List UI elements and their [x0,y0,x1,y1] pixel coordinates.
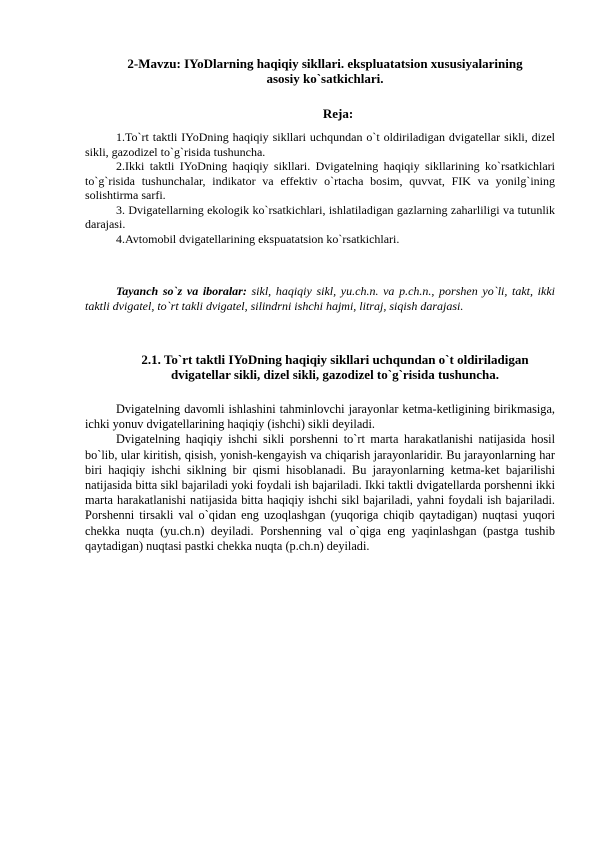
keywords-block [85,284,555,313]
title-line-1: 2-Mavzu: IYoDlarning haqiqiy sikllari. ekspluatatsion xususiyalarining [127,56,523,71]
keywords-text: sikl, haqiqiy sikl, yu.ch.n. va p.ch.n., porshen yo`li, takt, ikki taktli dvigatel, to`rt takli dvigatel, silindrni ishchi hajmi, litraj, siqish darajasi. [85,284,555,313]
plan-item-1: 1.To`rt taktli IYoDning haqiqiy sikllari uchqundan o`t oldiriladigan dvigatellar sikli, dizel sikli, gazodizel to`g`risida tushuncha. [85,130,555,159]
plan-item-3: 3. Dvigatellarning ekologik ko`rsatkichlari, ishlatiladigan gazlarning zaharliligi va tutunlik darajasi. [85,202,555,231]
keywords-label: Tayanch so`z va iboralar: [116,284,247,298]
document-title [60,56,590,86]
body-paragraph-2: Dvigatelning haqiqiy ishchi sikli porshenni to`rt marta harakatlanishi natijasida hosil bo`lib, ular kiritish, qisish, yonish-kengayish va chiqarish jarayonlaridir. Bu jarayonlarning har biri haqiqiy ishchi siklning bir qismi hisoblanadi. Bu jarayonlarning ketma-ket bajarilishi natijasida bitta sikl bajariladi yoki foydali ish bajariladi. Ikki taktli dvigatellarda porshenni ikki marta harakatlanishi natijasida bitta haqiqiy ishchi sikl bajariladi, yahni foydali ish bajariladi. Porshenni tirsakli val o`qidan eng uzoqlashgan (yuqoriga chiqib qaytadigan) nuqtasi yuqori chekka nuqta (yu.ch.n) deyiladi. Porshenning val o`qiga eng yaqinlashgan (pastga tushib qaytadigan) nuqtasi pastki chekka nuqta (p.ch.n) deyiladi. [85,432,555,553]
section-heading-line-1: 2.1. To`rt taktli IYoDning haqiqiy sikllari uchqundan o`t oldiriladigan [141,352,529,367]
body-paragraph-1: Dvigatelning davomli ishlashini tahminlovchi jarayonlar ketma-ketligining birikmasiga, ichki yonuv dvigatellarining haqiqiy (ishchi) sikli deyiladi. [85,402,555,432]
plan-list [85,130,555,246]
plan-item-4: 4.Avtomobil dvigatellarining ekspuatatsion ko`rsatkichlari. [116,231,400,246]
body-text [85,402,555,554]
section-heading [100,352,570,382]
section-heading-line-2: dvigatellar sikli, dizel sikli, gazodizel to`g`risida tushuncha. [170,367,500,382]
plan-item-2: 2.Ikki taktli IYoDning haqiqiy sikllari. Dvigatelning haqiqiy sikllarining ko`rsatkichlari to`g`risida tushunchalar, indikator va effektiv o`rtacha bosim, quvvat, FIK va yonilg`ining solishtirma sarfi. [85,159,555,202]
title-line-2: asosiy ko`satkichlari. [266,71,384,86]
plan-heading: Reja: [322,106,354,121]
